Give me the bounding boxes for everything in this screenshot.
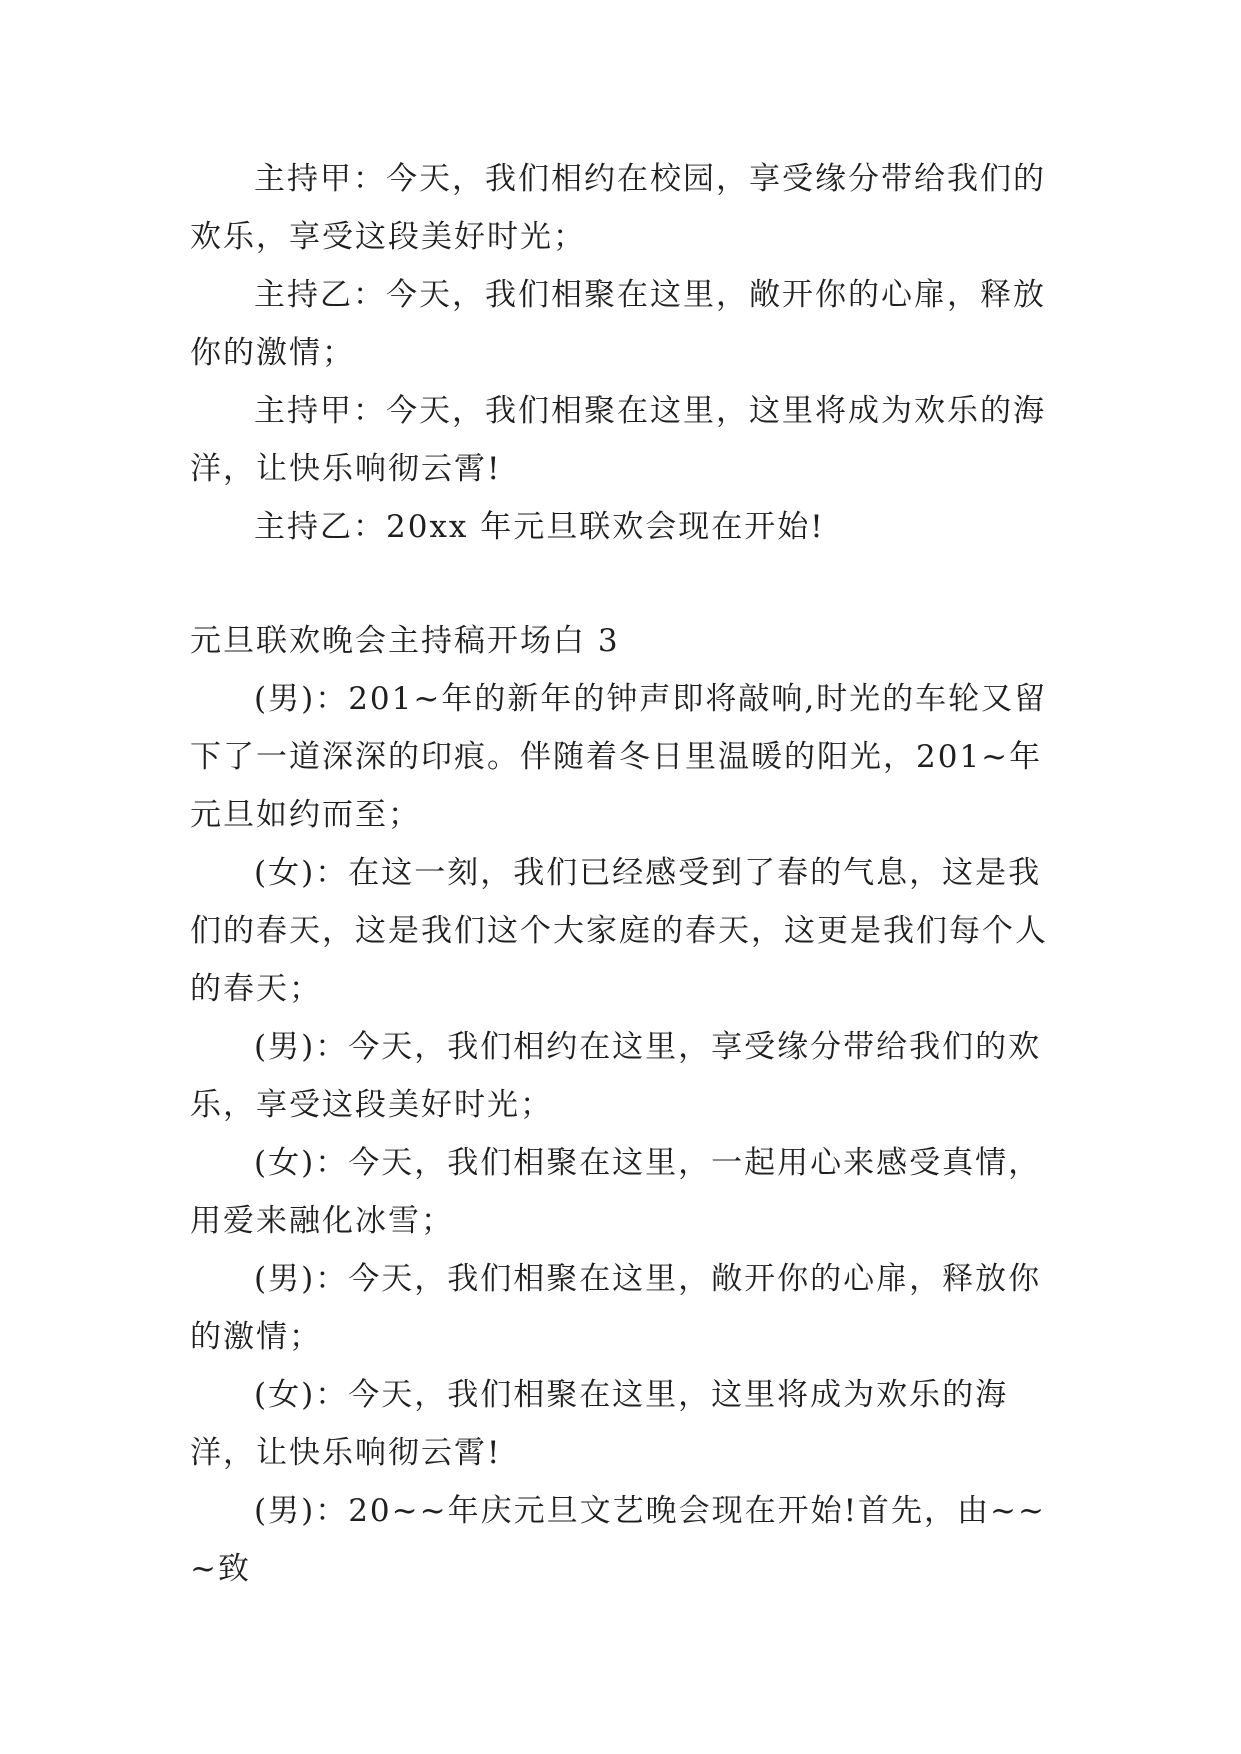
paragraph: (男)：201~年的新年的钟声即将敲响,时光的车轮又留下了一道深深的印痕。伴随着冬日里温暖的阳光，201~年元旦如约而至； — [190, 681, 1048, 833]
paragraph: (男)：今天，我们相聚在这里，敞开你的心扉，释放你的激情； — [190, 1261, 1042, 1355]
paragraph: (女)：今天，我们相聚在这里，这里将成为欢乐的海洋，让快乐响彻云霄! — [190, 1377, 1009, 1471]
document-body — [190, 150, 1050, 1598]
paragraph: 主持甲：今天，我们相约在校园，享受缘分带给我们的欢乐，享受这段美好时光； — [190, 161, 1046, 255]
paragraph: 主持甲：今天，我们相聚在这里，这里将成为欢乐的海洋，让快乐响彻云霄! — [190, 393, 1046, 487]
paragraph: 主持乙：今天，我们相聚在这里，敞开你的心扉，释放你的激情； — [190, 277, 1046, 371]
paragraph: (女)：今天，我们相聚在这里，一起用心来感受真情，用爱来融化冰雪； — [190, 1145, 1042, 1239]
paragraph: 主持乙：20xx 年元旦联欢会现在开始! — [254, 509, 825, 545]
paragraph: (男)：20~~年庆元旦文艺晚会现在开始!首先，由~~~致 — [190, 1493, 1046, 1587]
section-title: 元旦联欢晚会主持稿开场白 3 — [190, 623, 620, 659]
paragraph: (男)：今天，我们相约在这里，享受缘分带给我们的欢乐，享受这段美好时光； — [190, 1029, 1042, 1123]
paragraph: (女)：在这一刻，我们已经感受到了春的气息，这是我们的春天，这是我们这个大家庭的春天，这更是我们每个人的春天； — [190, 855, 1048, 1007]
